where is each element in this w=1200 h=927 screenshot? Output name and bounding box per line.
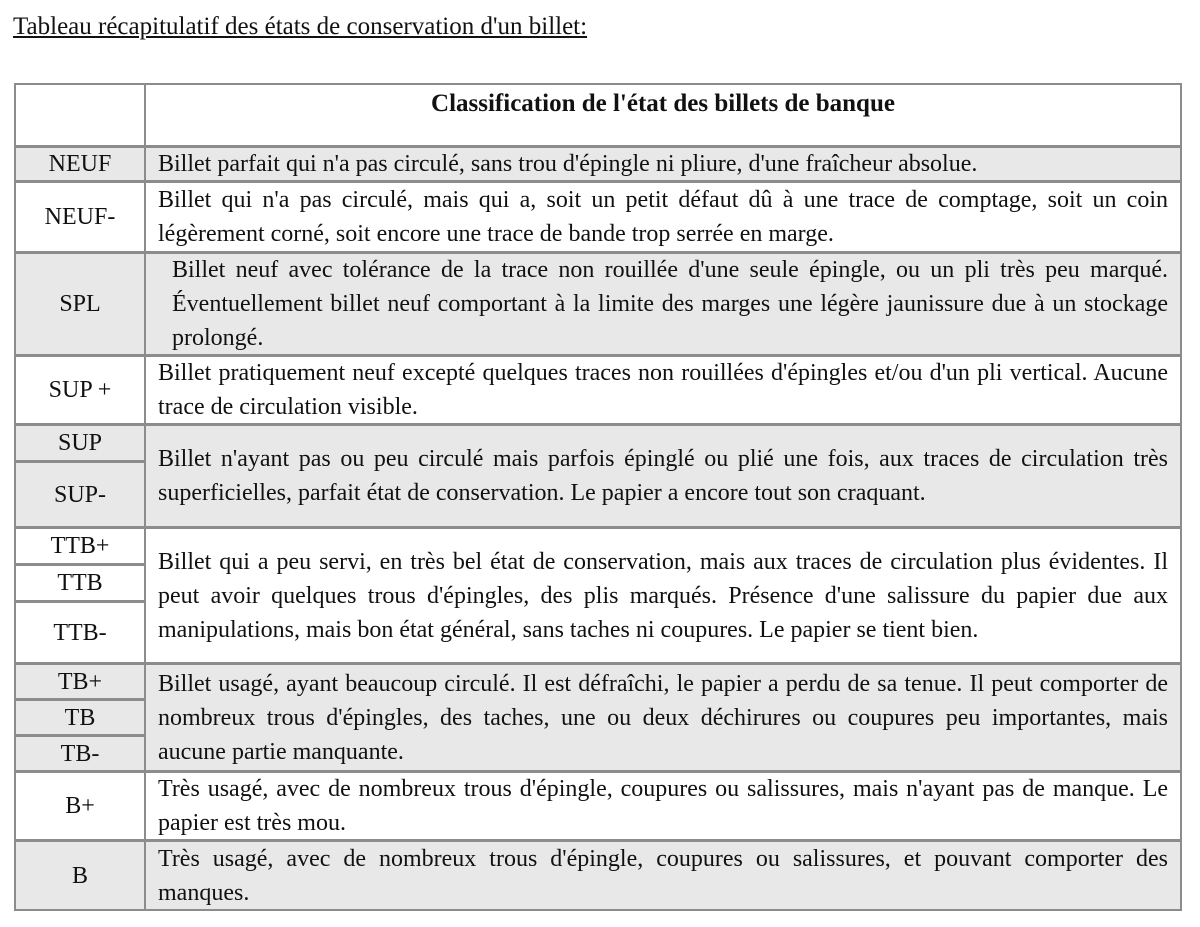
grade-code: TB [16, 701, 144, 734]
classification-table [14, 83, 1182, 911]
grade-description: Très usagé, avec de nombreux trous d'épingle, coupures ou salissures, mais n'ayant pas de manque. Le papier est très mou. [146, 773, 1180, 839]
grade-code: B [16, 842, 144, 909]
grade-code: SUP- [16, 463, 144, 526]
grade-code: B+ [16, 773, 144, 839]
grade-description: Billet usagé, ayant beaucoup circulé. Il est défraîchi, le papier a perdu de sa tenue. Il peut comporter de nombreux trous d'épingles, des taches, une ou deux déchirures ou coupures peu importantes, mais aucune partie manquante. [146, 665, 1180, 770]
grade-code: TB- [16, 737, 144, 770]
grade-description: Billet qui a peu servi, en très bel état de conservation, mais aux traces de circulation plus évidentes. Il peut avoir quelques trous d'épingles, des plis marqués. Présence d'une salissure du papier due aux manipulations, mais bon état général, sans taches ni coupures. Le papier se tient bien. [146, 529, 1180, 662]
grade-code: TTB [16, 566, 144, 600]
grade-code: TTB+ [16, 529, 144, 563]
grade-description: Billet parfait qui n'a pas circulé, sans trou d'épingle ni pliure, d'une fraîcheur absolue. [146, 148, 1180, 180]
table-header: Classification de l'état des billets de banque [146, 85, 1180, 145]
grade-description: Billet neuf avec tolérance de la trace non rouillée d'une seule épingle, ou un pli très peu marqué. Éventuellement billet neuf comportant à la limite des marges une légère jaunissure due à un stockage prolongé. [146, 254, 1180, 354]
grade-code: TTB- [16, 603, 144, 662]
grade-code: SUP + [16, 357, 144, 423]
grade-code: SUP [16, 426, 144, 460]
grade-description: Très usagé, avec de nombreux trous d'épingle, coupures ou salissures, et pouvant comporter des manques. [146, 842, 1180, 909]
page-title: Tableau récapitulatif des états de conservation d'un billet: [13, 13, 588, 40]
grade-code: SPL [16, 254, 144, 354]
grade-code: NEUF [16, 148, 144, 180]
grade-description: Billet pratiquement neuf excepté quelques traces non rouillées d'épingles et/ou d'un pli vertical. Aucune trace de circulation visible. [146, 357, 1180, 423]
grade-code: NEUF- [16, 183, 144, 251]
grade-code: TB+ [16, 665, 144, 698]
grade-description: Billet qui n'a pas circulé, mais qui a, soit un petit défaut dû à une trace de comptage, soit un coin légèrement corné, soit encore une trace de bande trop serrée en marge. [146, 183, 1180, 251]
grade-description: Billet n'ayant pas ou peu circulé mais parfois épinglé ou plié une fois, aux traces de circulation très superficielles, parfait état de conservation. Le papier a encore tout son craquant. [146, 426, 1180, 526]
header-blank-cell [16, 85, 144, 145]
